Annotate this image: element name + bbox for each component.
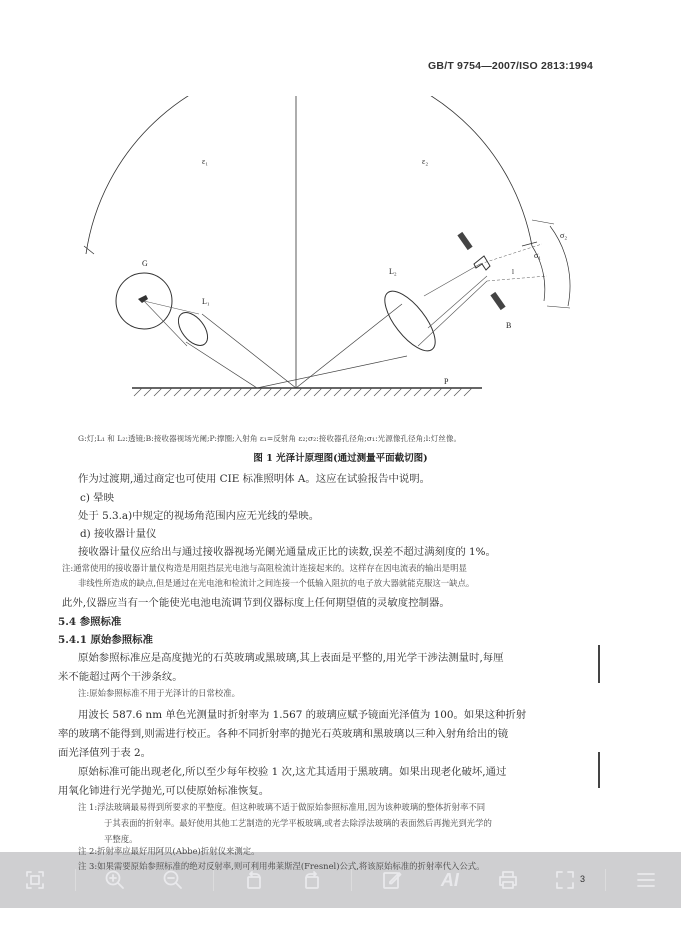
ai-icon: AI [440,869,459,890]
body-line: 面光泽值列于表 2。 [58,747,152,759]
label-sigma-2: σ₂ [560,231,568,240]
note-line: 非线性所造成的缺点,但是通过在光电池和检流计之间连接一个低输入阻抗的电子放大器就能克服这一缺点。 [78,578,475,588]
note-line: 注 2:折射率应最好用阿贝(Abbe)折射仪来测定。 [78,846,260,856]
fullscreen-icon [553,868,577,892]
crop-button[interactable] [17,862,53,898]
body-line: 用氧化铈进行光学抛光,可以使原始标准恢复。 [58,785,270,797]
body-line: 米不能超过两个干涉条纹。 [58,671,183,683]
body-line: 用波长 587.6 nm 单色光测量时折射率为 1.567 的玻璃应赋予镜面光泽值为 100。如果这种折射 [78,709,527,721]
body-line: 作为过渡期,通过商定也可使用 CIE 标准照明体 A。这应在试验报告中说明。 [78,473,431,485]
page-number: 3 [579,874,585,884]
figure-legend: G:灯;L₁ 和 L₂:透镜;B:接收器视场光阑;P:撑圈;入射角 ε₁=反射角 ε₂;σ₂:接收器孔径角;σ₁:光源像孔径角;l:灯丝像。 [78,434,462,443]
revision-bar [598,752,600,788]
label-epsilon-1: ε₁ [202,157,209,166]
label-epsilon-2: ε₂ [422,157,429,166]
body-line: 处于 5.3.a)中规定的视场角范围内应无光线的晕映。 [78,510,320,522]
list-heading-d: d) 接收器计量仪 [80,528,157,540]
note-line: 注:通常使用的接收器计量仪构造是用阻挡层光电池与高阻检流计连接起来的。这样存在因电流表的输出是明显 [62,563,467,573]
body-line: 此外,仪器应当有一个能使光电池电流调节到仪器标度上任何期望值的灵敏度控制器。 [62,597,450,609]
note-line: 注 3:如果需要原始参照标准的绝对反射率,则可利用弗莱斯涅(Fresnel)公式,将该原始标准的折射率代入公式。 [78,861,485,871]
print-button[interactable] [490,862,526,898]
note-line: 平整度。 [104,834,138,844]
section-heading-5-4-1: 5.4.1 原始参照标准 [58,634,153,646]
standard-number: GB/T 9754—2007/ISO 2813:1994 [428,60,593,72]
label-lamp: G [142,259,148,268]
label-sigma-1: σ₁ [534,251,542,260]
crop-icon [23,868,47,892]
label-lens-1: L₁ [202,297,210,306]
list-heading-c: c) 晕映 [80,492,114,504]
label-lens-2: L₂ [389,267,397,276]
section-heading-5-4: 5.4 参照标准 [58,616,122,628]
label-filament-image: l [512,268,514,276]
note-line: 注:原始参照标准不用于光泽计的日常校准。 [78,688,240,698]
angle-arc [86,96,532,254]
menu-icon [634,868,658,892]
note-line: 注 1:浮法玻璃最易得到所要求的平整度。但这种玻璃不适于做原始参照标准用,因为该种玻璃的整体折射率不同 [78,802,486,812]
menu-button[interactable] [628,862,664,898]
fullscreen-button[interactable] [547,862,583,898]
print-icon [496,868,520,892]
figure-title: 图 1 光泽计原理图(通过测量平面截切图) [253,453,428,464]
body-line: 原始标准可能出现老化,所以至少每年校验 1 次,这尤其适用于黑玻璃。如果出现老化破坏,通过 [78,766,507,778]
note-line: 于其表面的折射率。最好使用其他工艺制造的光学平板玻璃,或者去除浮法玻璃的表面然后再抛光到光学的 [104,818,492,828]
label-specimen: P [444,377,449,386]
body-line: 接收器计量仪应给出与通过接收器视场光阑光通量成正比的读数,误差不超过满刻度的 1%。 [78,546,496,558]
body-line: 率的玻璃不能得到,则需进行校正。各种不同折射率的抛光石英玻璃和黑玻璃以三种入射角给出的镜 [58,728,509,740]
gloss-meter-diagram [62,96,622,436]
label-receiver: B [506,321,512,330]
body-line: 原始参照标准应是高度抛光的石英玻璃或黑玻璃,其上表面是平整的,用光学干涉法测量时,每厘 [78,652,504,664]
surface-hatching [134,388,472,396]
revision-bar [598,645,600,683]
